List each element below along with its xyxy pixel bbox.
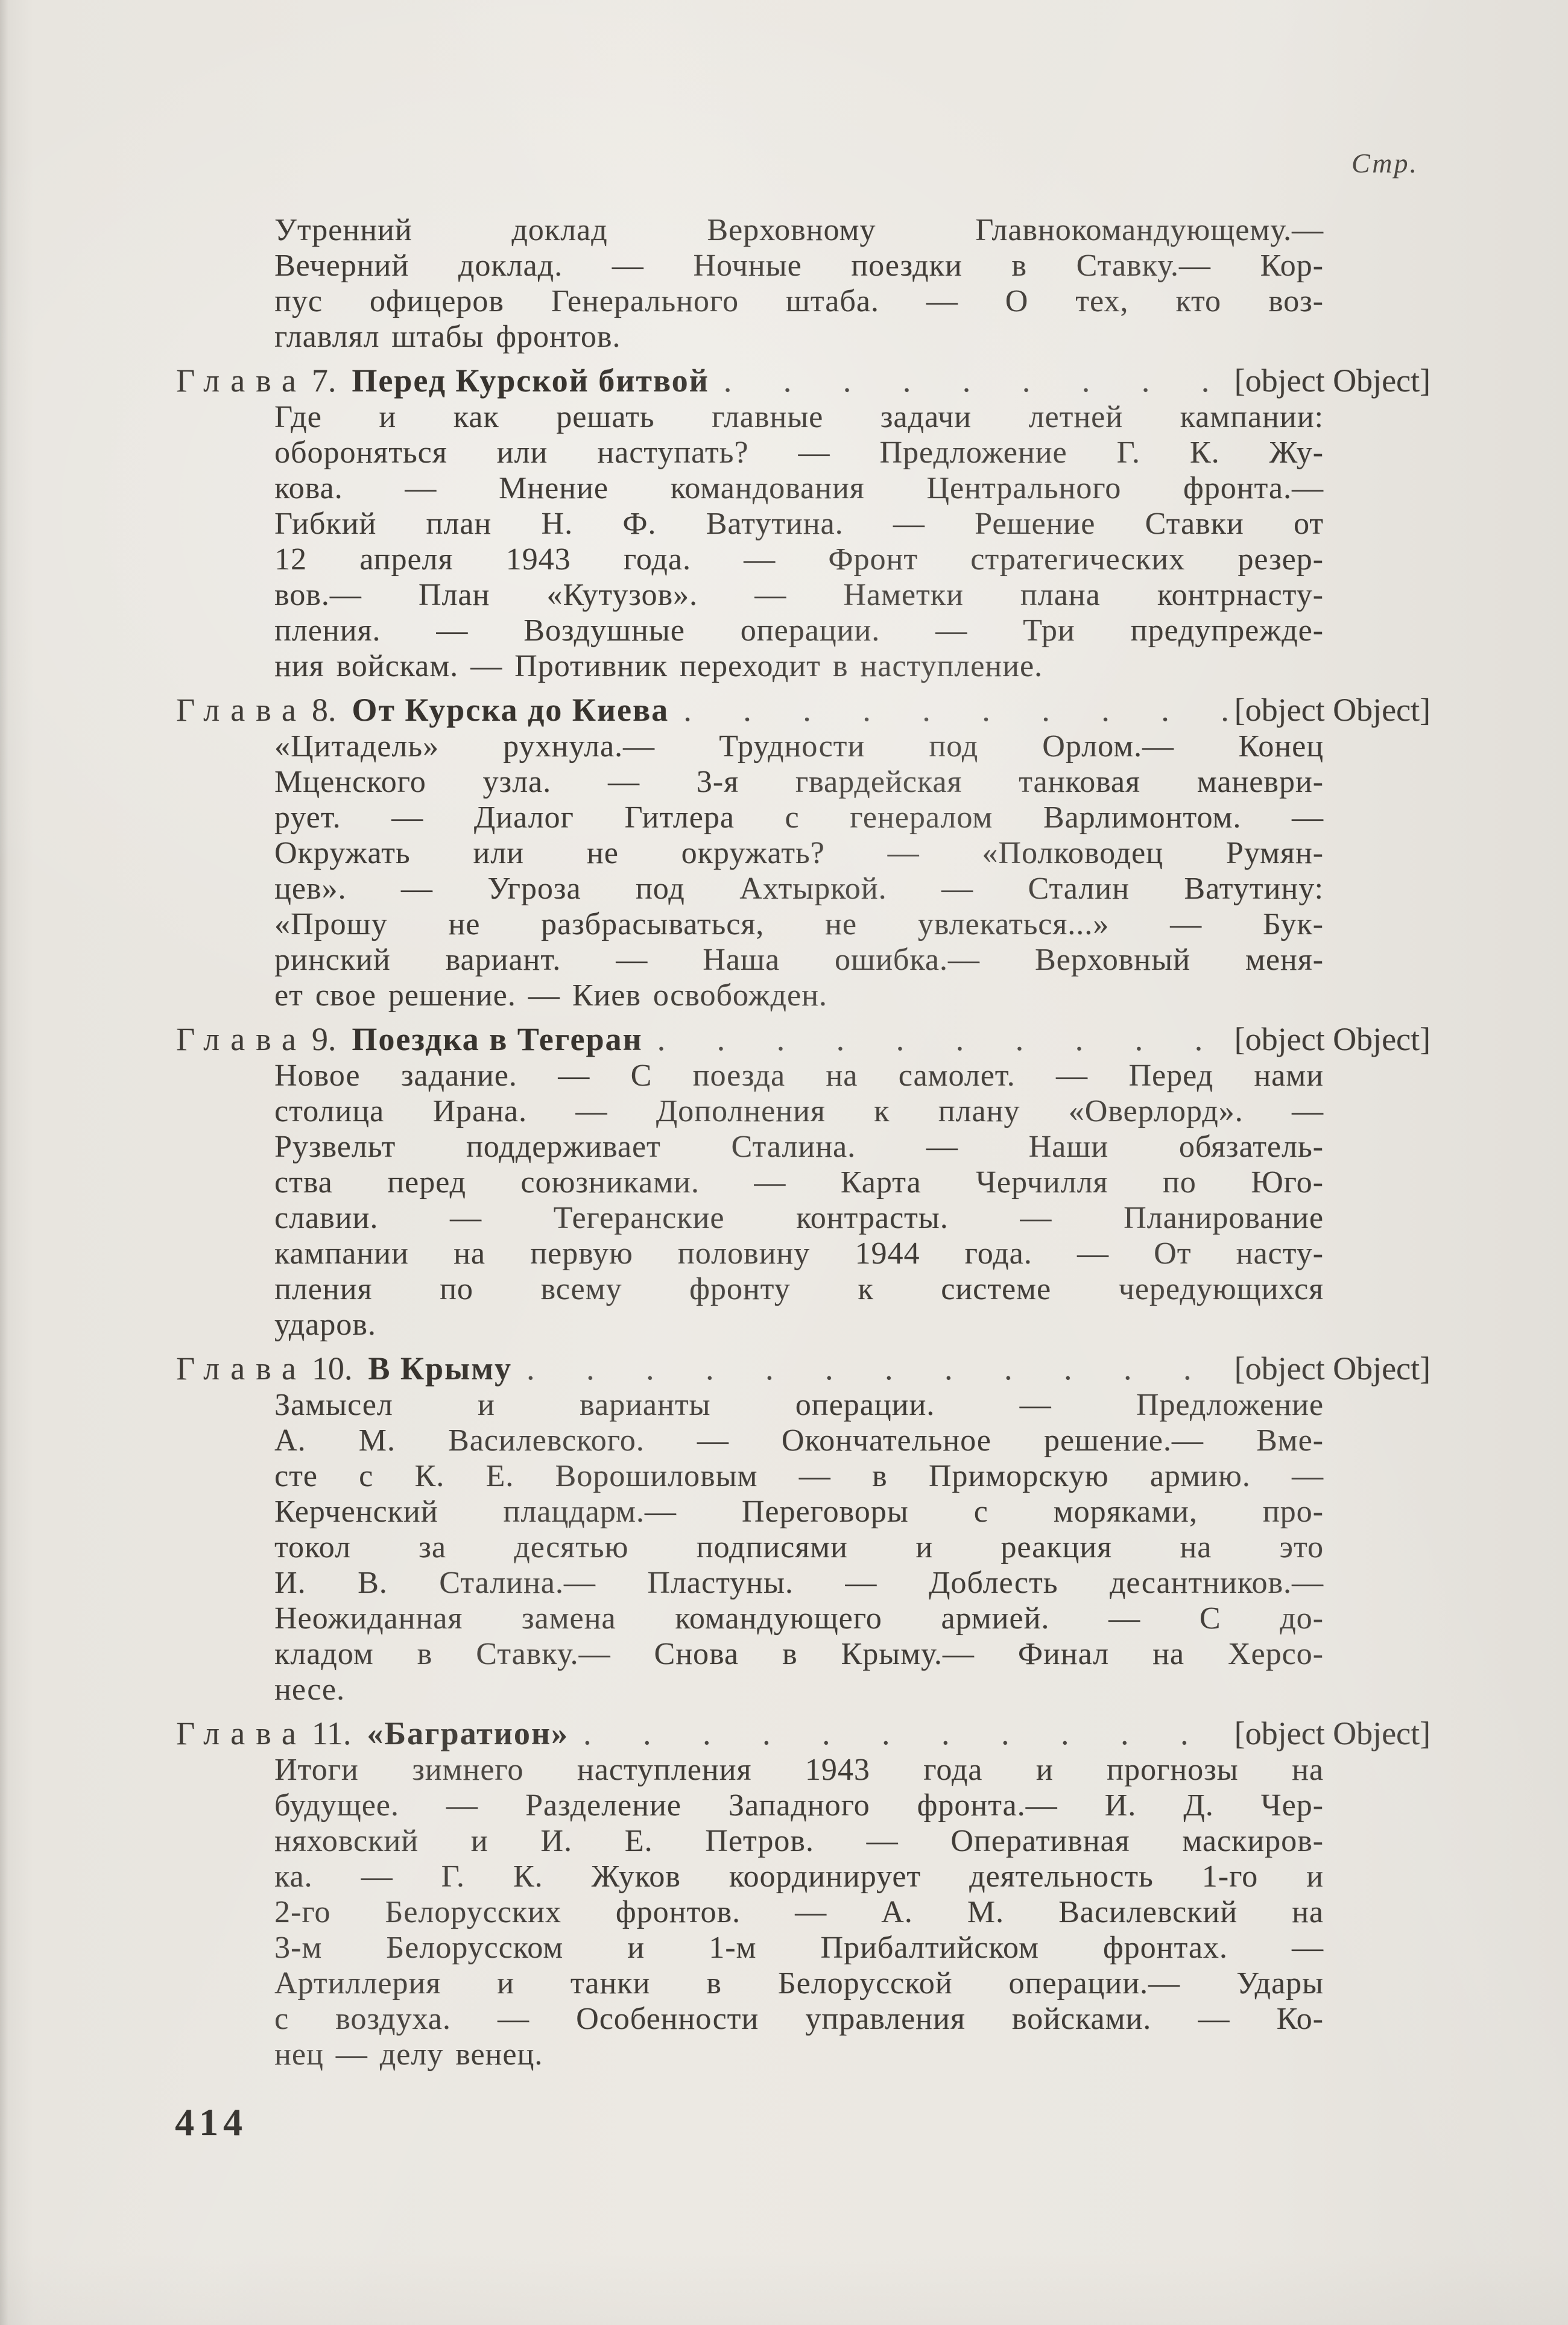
chapter-title: Поездка в Тегеран: [352, 1021, 643, 1057]
chapter-word: Глава: [176, 1715, 307, 1751]
text-line: кова. — Мнение командования Центрального фронта.—: [274, 471, 1324, 505]
text-line: пус офицеров Генерального штаба. — О тех, кто воз-: [274, 284, 1324, 318]
chapter-title: В Крыму: [368, 1350, 512, 1387]
chapter-summary: [274, 399, 1324, 684]
dot-leader: [724, 362, 1231, 399]
text-line: Неожиданная замена командующего армией. — С до-: [274, 1601, 1324, 1636]
chapter-word: Глава: [176, 1350, 307, 1387]
chapter-page-number: [object Object]: [1234, 1715, 1430, 1751]
text-line: Окружать или не окружать? — «Полководец Румян-: [274, 836, 1324, 870]
text-line: Итоги зимнего наступления 1943 года и прогнозы на: [274, 1753, 1324, 1787]
text-line: «Цитадель» рухнула.— Трудности под Орлом.— Конец: [274, 729, 1324, 764]
toc-entry: [0, 1715, 1568, 2072]
chapter-title: Перед Курской битвой: [352, 362, 709, 399]
chapter-page-number: [object Object]: [1234, 1350, 1430, 1387]
chapter-title: «Багратион»: [367, 1715, 569, 1751]
previous-chapter-summary-continuation: [274, 212, 1324, 355]
toc-entry: [0, 1020, 1568, 1343]
chapter-number: 8.: [311, 692, 337, 728]
chapter-summary: [274, 1387, 1324, 1707]
text-line: нец — делу венец.: [274, 2037, 543, 2072]
toc-entry-heading: [176, 1715, 1430, 1752]
toc-entry-heading: [176, 1020, 1430, 1058]
chapter-number: 11.: [311, 1715, 352, 1751]
chapter-summary: [274, 729, 1324, 1013]
chapter-page-number: [object Object]: [1234, 692, 1430, 728]
text-line: рует. — Диалог Гитлера с генералом Варлимонтом. —: [274, 800, 1324, 835]
text-line: Вечерний доклад. — Ночные поездки в Ставку.— Кор-: [274, 248, 1324, 283]
text-line: кампании на первую половину 1944 года. — От насту-: [274, 1236, 1324, 1271]
toc-entry: [0, 362, 1568, 684]
text-line: главлял штабы фронтов.: [274, 320, 621, 354]
toc-entry-heading: [176, 362, 1430, 399]
text-line: А. М. Василевского. — Окончательное решение.— Вме-: [274, 1423, 1324, 1458]
text-line: цев». — Угроза под Ахтыркой. — Сталин Ватутину:: [274, 871, 1324, 906]
chapter-page-number: [object Object]: [1234, 362, 1430, 399]
chapter-summary: [274, 1058, 1324, 1343]
text-line: 12 апреля 1943 года. — Фронт стратегических резер-: [274, 542, 1324, 577]
text-line: несе.: [274, 1672, 345, 1707]
text-line: сте с К. Е. Ворошиловым — в Приморскую армию. —: [274, 1459, 1324, 1493]
text-line: ринский вариант. — Наша ошибка.— Верховный меня-: [274, 943, 1324, 977]
text-line: Новое задание. — С поезда на самолет. — Перед нами: [274, 1058, 1324, 1093]
text-line: кладом в Ставку.— Снова в Крыму.— Финал на Херсо-: [274, 1637, 1324, 1671]
toc-entry-heading: [176, 691, 1430, 729]
text-line: «Прошу не разбрасываться, не увлекаться...» — Бук-: [274, 907, 1324, 941]
text-line: токол за десятью подписями и реакция на это: [274, 1530, 1324, 1564]
text-line: Керченский плацдарм.— Переговоры с моряками, про-: [274, 1495, 1324, 1529]
text-line: ет свое решение. — Киев освобожден.: [274, 978, 827, 1013]
chapter-number: 9.: [311, 1021, 337, 1057]
text-line: 2-го Белорусских фронтов. — А. М. Василевский на: [274, 1895, 1324, 1929]
text-line: будущее. — Разделение Западного фронта.— И. Д. Чер-: [274, 1788, 1324, 1823]
toc-chapter-list: [0, 362, 1568, 2072]
text-line: Гибкий план Н. Ф. Ватутина. — Решение Ставки от: [274, 507, 1324, 541]
chapter-word: Глава: [176, 362, 307, 399]
text-line: пления. — Воздушные операции. — Три предупрежде-: [274, 613, 1324, 648]
toc-entry: [0, 1350, 1568, 1707]
text-line: И. В. Сталина.— Пластуны. — Доблесть десантников.—: [274, 1566, 1324, 1600]
text-line: ка. — Г. К. Жуков координирует деятельность 1-го и: [274, 1859, 1324, 1894]
text-line: славии. — Тегеранские контрасты. — Планирование: [274, 1201, 1324, 1235]
text-line: Где и как решать главные задачи летней кампании:: [274, 400, 1324, 434]
toc-entry: [0, 691, 1568, 1013]
dot-leader: [526, 1350, 1231, 1387]
chapter-number: 10.: [311, 1350, 353, 1387]
toc-entry-heading: [176, 1350, 1430, 1387]
chapter-page-number: [object Object]: [1234, 1021, 1430, 1057]
text-line: няховский и И. Е. Петров. — Оперативная маскиров-: [274, 1824, 1324, 1858]
page-number: 414: [175, 2101, 247, 2143]
dot-leader: [683, 691, 1230, 729]
chapter-summary: [274, 1752, 1324, 2072]
text-line: вов.— План «Кутузов». — Наметки плана контрнасту-: [274, 578, 1324, 612]
chapter-number: 7.: [311, 362, 337, 399]
text-line: Артиллерия и танки в Белорусской операции.— Удары: [274, 1966, 1324, 2001]
text-line: Утренний доклад Верховному Главнокомандующему.—: [274, 213, 1324, 247]
dot-leader: [657, 1020, 1231, 1058]
text-line: ударов.: [274, 1308, 376, 1342]
text-line: Замысел и варианты операции. — Предложение: [274, 1388, 1324, 1422]
text-line: столица Ирана. — Дополнения к плану «Оверлорд». —: [274, 1094, 1324, 1128]
chapter-title: От Курска до Киева: [352, 692, 669, 728]
text-line: обороняться или наступать? — Предложение Г. К. Жу-: [274, 435, 1324, 470]
text-line: ния войскам. — Противник переходит в наступление.: [274, 649, 1043, 683]
text-line: с воздуха. — Особенности управления войсками. — Ко-: [274, 2002, 1324, 2036]
text-line: Рузвельт поддерживает Сталина. — Наши обязатель-: [274, 1130, 1324, 1164]
dot-leader: [583, 1715, 1231, 1752]
page-column-header-str: Стр.: [1351, 148, 1418, 179]
text-line: 3-м Белорусском и 1-м Прибалтийском фронтах. —: [274, 1931, 1324, 1965]
text-line: пления по всему фронту к системе чередующихся: [274, 1272, 1324, 1306]
chapter-word: Глава: [176, 1021, 307, 1057]
chapter-word: Глава: [176, 692, 307, 728]
text-line: ства перед союзниками. — Карта Черчилля по Юго-: [274, 1165, 1324, 1200]
text-line: Мценского узла. — 3-я гвардейская танковая маневри-: [274, 765, 1324, 799]
